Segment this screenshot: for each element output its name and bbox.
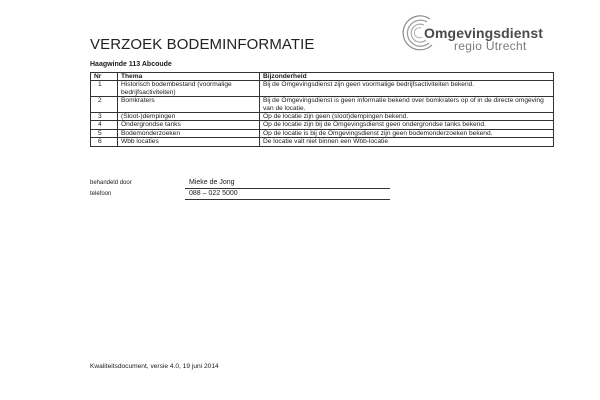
row-nr: 4 bbox=[91, 121, 118, 129]
row-detail: Op de locatie is bij de Omgevingsdienst zijn geen bodemonderzoeken bekend. bbox=[260, 129, 554, 137]
document-footer: Kwaliteitsdocument, versie 4.0, 19 juni 2014 bbox=[90, 363, 219, 370]
column-header-thema: Thema bbox=[118, 73, 260, 81]
page-title: VERZOEK BODEMINFORMATIE bbox=[90, 36, 315, 53]
row-nr: 3 bbox=[91, 113, 118, 121]
phone-row bbox=[90, 189, 390, 200]
address-heading: Haagwinde 113 Abcoude bbox=[90, 61, 172, 68]
information-table bbox=[90, 72, 554, 147]
handled-by-field bbox=[185, 178, 390, 189]
phone-label: telefoon bbox=[90, 191, 112, 197]
logo-name: Omgevingsdienst bbox=[424, 25, 543, 41]
row-detail: Bij de Omgevingsdienst is geen informatie bekend over bomkraters op of in de directe omgeving van de locatie. bbox=[260, 97, 554, 113]
handled-by-label: behandeld door bbox=[90, 180, 132, 186]
handled-by-row bbox=[90, 178, 390, 189]
row-thema: Wbb locaties bbox=[118, 138, 260, 146]
row-thema: Bomkraters bbox=[118, 97, 260, 113]
phone-value: 088 – 022 5000 bbox=[189, 190, 238, 197]
logo-region: regio Utrecht bbox=[454, 39, 527, 53]
row-thema: Bodemonderzoeken bbox=[118, 129, 260, 137]
row-thema: (Sloot-)dempingen bbox=[118, 113, 260, 121]
row-nr: 5 bbox=[91, 129, 118, 137]
row-thema: Ondergrondse tanks bbox=[118, 121, 260, 129]
column-header-nr: Nr bbox=[91, 73, 118, 81]
column-header-bijzonderheid: Bijzonderheid bbox=[260, 73, 554, 81]
phone-field bbox=[185, 189, 390, 200]
table-row bbox=[91, 113, 554, 121]
table-header-row bbox=[91, 73, 554, 81]
contact-block bbox=[90, 178, 390, 200]
row-detail: Bij de Omgevingsdienst zijn geen voormalige bedrijfsactiviteiten bekend. bbox=[260, 81, 554, 97]
row-nr: 6 bbox=[91, 138, 118, 146]
organization-logo bbox=[396, 13, 576, 53]
row-detail: Op de locatie zijn bij de Omgevingsdienst geen ondergrondse tanks bekend. bbox=[260, 121, 554, 129]
row-nr: 1 bbox=[91, 81, 118, 97]
handled-by-value: Mieke de Jong bbox=[189, 179, 235, 186]
row-nr: 2 bbox=[91, 97, 118, 113]
table-row bbox=[91, 138, 554, 146]
row-detail: De locatie valt niet binnen een Wbb-locatie bbox=[260, 138, 554, 146]
row-thema: Historisch bodembestand (voormalige bedrijfsactiviteiten) bbox=[118, 81, 260, 97]
table-row bbox=[91, 129, 554, 137]
table-row bbox=[91, 97, 554, 113]
table-row bbox=[91, 121, 554, 129]
row-detail: Op de locatie zijn geen (sloot)dempingen bekend. bbox=[260, 113, 554, 121]
table-row bbox=[91, 81, 554, 97]
